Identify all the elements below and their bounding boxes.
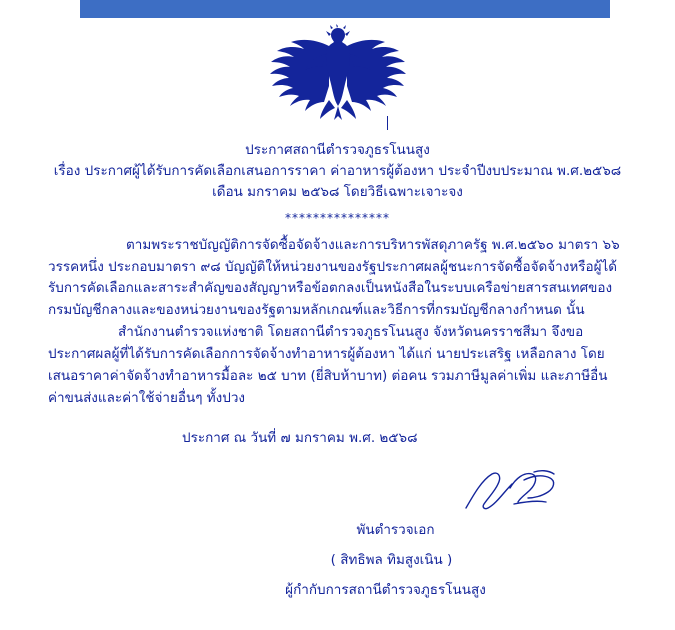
emblem-container [0,18,675,128]
handwritten-signature [462,468,572,516]
document-body [0,18,675,630]
document-content [48,235,627,598]
top-bar-accent [80,0,610,18]
document-heading [0,140,675,203]
signature-block [48,472,627,598]
heading-line-2: เรื่อง ประกาศผู้ได้รับการคัดเลือกเสนอการราคา ค่าอาหารผู้ต้องหา ประจำปีงบประมาณ พ.ศ.๒๕๖๘ [53,162,622,179]
heading-line-1: ประกาศสถานีตำรวจภูธรโนนสูง [245,142,430,158]
paragraph-2-text: สำนักงานตำรวจแห่งชาติ โดยสถานีตำรวจภูธรโนนสูง จังหวัดนครราชสีมา จึงขอประกาศผลผู้ที่ได้รับการคัดเลือกการจัดจ้างทำอาหารผู้ต้องหา ได้แก่ นายประเสริฐ เหลือกลาง โดยเสนอราคาค่าจัดจ้างทำอาหารมื้อละ ๒๕ บาท (ยี่สิบห้าบาท) ต่อคน รวมภาษีมูลค่าเพิ่ม และภาษีอื่น ค่าขนส่งและค่าใช้จ่ายอื่นๆ ทั้งปวง [48,324,608,406]
signature-rank: พันตำรวจเอก [356,521,435,538]
text-cursor [387,116,388,130]
paragraph-1-text: ตามพระราชบัญญัติการจัดซื้อจัดจ้างและการบริหารพัสดุภาครัฐ พ.ศ.๒๕๖๐ มาตรา ๖๖ วรรคหนึ่ง ประกอบมาตรา ๙๘ บัญญัติให้หน่วยงานของรัฐประกาศผลผู้ชนะการจัดซื้อจัดจ้างหรือผู้ได้รับการคัดเลือกและสาระสำคัญของสัญญาหรือข้อตกลงเป็นหนังสือในระบบเครือข่ายสารสนเทศของกรมบัญชีกลางและของหน่วยงานของรัฐตามหลักเกณฑ์และวิธีการที่กรมบัญชีกลางกำหนด นั้น [48,236,620,319]
heading-line-3: เดือน มกราคม ๒๕๖๘ โดยวิธีเฉพาะเจาะจง [212,183,463,200]
garuda-emblem [263,24,413,128]
heading-separator: *************** [285,210,390,225]
paragraph-2 [48,322,627,409]
announce-date: ประกาศ ณ วันที่ ๗ มกราคม พ.ศ. ๒๕๖๘ [182,429,418,446]
window-top-bar [0,0,675,18]
signature-name: ( สิทธิพล ทิมสูงเนิน ) [330,551,453,568]
signature-position: ผู้กำกับการสถานีตำรวจภูธรโนนสูง [285,581,486,598]
paragraph-1 [48,235,627,322]
